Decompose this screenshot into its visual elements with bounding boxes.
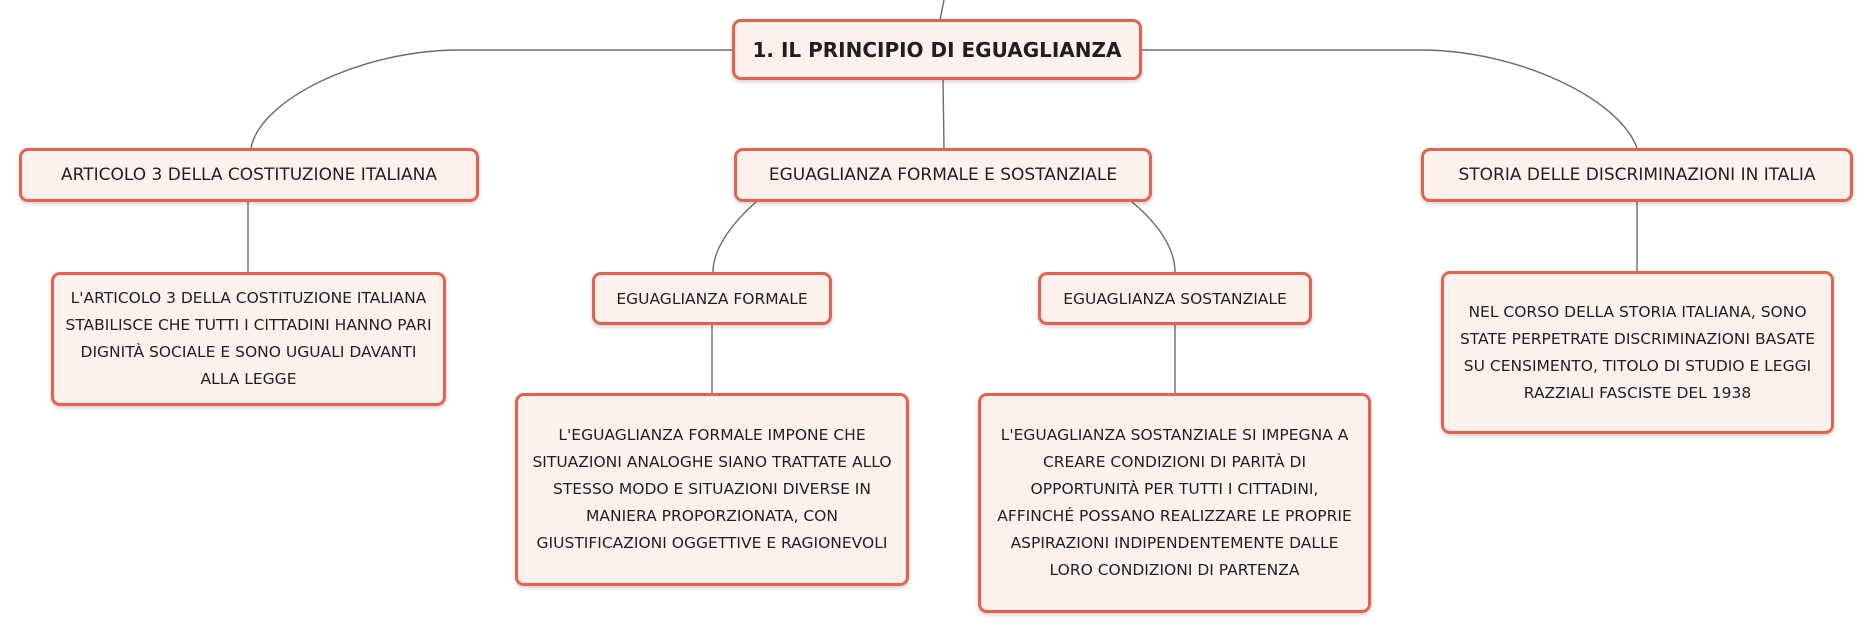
topic-eguaglianza-label: EGUAGLIANZA FORMALE E SOSTANZIALE (768, 165, 1118, 185)
topic-storia-node[interactable] (1421, 148, 1853, 202)
detail-formale-text: L'EGUAGLIANZA FORMALE IMPONE CHE SITUAZIONI ANALOGHE SIANO TRATTATE ALLO STESSO MODO E SITUAZIONI DIVERSE IN MANIERA PROPORZIONATA, CON GIUSTIFICAZIONI OGGETTIVE E RAGIONEVOLI (532, 426, 892, 552)
topic-storia-label: STORIA DELLE DISCRIMINAZIONI IN ITALIA (1458, 165, 1816, 185)
detail-articolo3-text: L'ARTICOLO 3 DELLA COSTITUZIONE ITALIANA STABILISCE CHE TUTTI I CITTADINI HANNO PARI DIGNITÀ SOCIALE E SONO UGUALI DAVANTI ALLA LEGGE (65, 289, 432, 388)
detail-formale-node[interactable] (515, 393, 909, 586)
detail-storia-text: NEL CORSO DELLA STORIA ITALIANA, SONO STATE PERPETRATE DISCRIMINAZIONI BASATE SU CENSIMENTO, TITOLO DI STUDIO E LEGGI RAZZIALI FASCISTE DEL 1938 (1459, 302, 1816, 402)
root-topic-node[interactable] (732, 19, 1142, 80)
subtopic-sostanziale-node[interactable] (1038, 272, 1312, 325)
detail-articolo3-node[interactable] (51, 272, 446, 406)
connector-root-parent (940, 0, 944, 20)
subtopic-formale-node[interactable] (592, 272, 832, 325)
detail-storia-node[interactable] (1441, 271, 1834, 434)
connector-eguaglianza-sostanziale (1132, 202, 1175, 272)
connector-root-eguaglianza (943, 79, 944, 148)
topic-eguaglianza-node[interactable] (734, 148, 1152, 202)
detail-sostanziale-node[interactable] (978, 393, 1371, 613)
subtopic-sostanziale-label: EGUAGLIANZA SOSTANZIALE (1063, 289, 1287, 308)
root-topic-label: 1. IL PRINCIPIO DI EGUAGLIANZA (752, 37, 1122, 62)
topic-articolo3-node[interactable] (19, 148, 479, 202)
connector-root-articolo3 (251, 50, 733, 148)
detail-sostanziale-text: L'EGUAGLIANZA SOSTANZIALE SI IMPEGNA A CREARE CONDIZIONI DI PARITÀ DI OPPORTUNITÀ PER TUTTI I CITTADINI, AFFINCHÉ POSSANO REALIZZARE LE PROPRIE ASPIRAZIONI INDIPENDENTEMENTE DALLE LORO CONDIZIONI DI PARTENZA (997, 426, 1352, 579)
connector-root-storia (1140, 50, 1637, 148)
topic-articolo3-label: ARTICOLO 3 DELLA COSTITUZIONE ITALIANA (61, 165, 437, 185)
subtopic-formale-label: EGUAGLIANZA FORMALE (616, 289, 808, 308)
connector-eguaglianza-formale (713, 202, 756, 272)
